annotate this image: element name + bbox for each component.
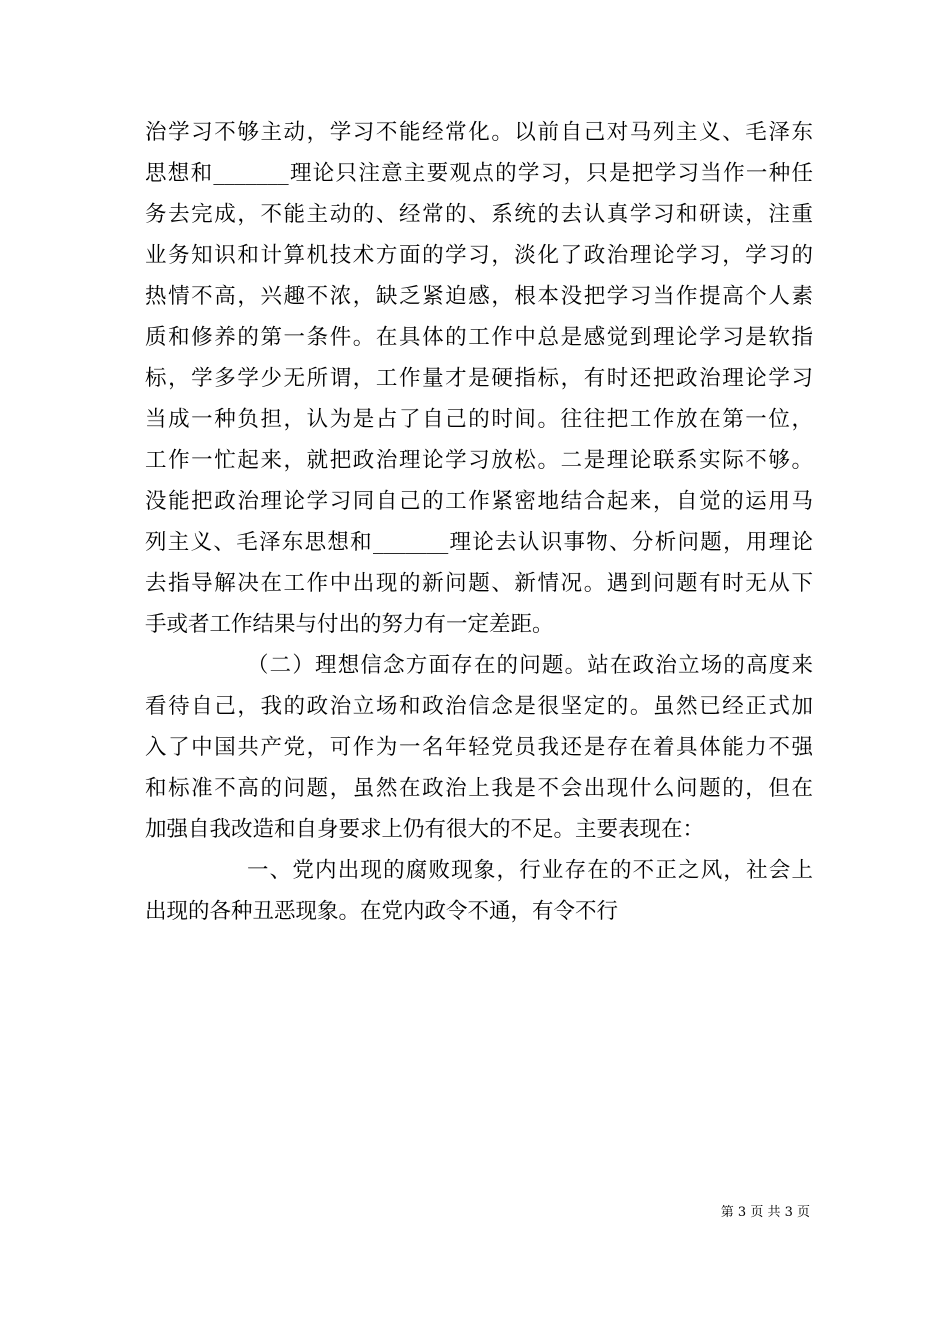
text-line: 入了中国共产党，可作为一名年轻党员我还是存在着具体能力不强	[145, 735, 813, 760]
text-line: 列主义、毛泽东思想和_______理论去认识事物、分析问题，用理论	[145, 530, 813, 555]
text-line: 加强自我改造和自身要求上仍有很大的不足。主要表现在：	[145, 817, 705, 842]
text-line: 思想和_______理论只注意主要观点的学习，只是把学习当作一种任	[145, 161, 813, 186]
text-line: 当成一种负担，认为是占了自己的时间。往往把工作放在第一位，	[145, 407, 813, 432]
text-line: 手或者工作结果与付出的努力有一定差距。	[145, 612, 554, 637]
text-line: 标，学多学少无所谓，工作量才是硬指标，有时还把政治理论学习	[145, 366, 813, 391]
text-line: 去指导解决在工作中出现的新问题、新情况。遇到问题有时无从下	[145, 571, 813, 596]
section-heading-line: （二）理想信念方面存在的问题。站在政治立场的高度来	[247, 653, 813, 678]
list-item-line: 一、党内出现的腐败现象，行业存在的不正之风，社会上	[247, 858, 813, 883]
text-line: 出现的各种丑恶现象。在党内政令不通，有令不行	[145, 899, 619, 924]
text-line: 业务知识和计算机技术方面的学习，淡化了政治理论学习，学习的	[145, 243, 813, 268]
text-line: 热情不高，兴趣不浓，缺乏紧迫感，根本没把学习当作提高个人素	[145, 284, 813, 309]
text-line: 治学习不够主动，学习不能经常化。以前自己对马列主义、毛泽东	[145, 120, 813, 145]
text-line: 质和修养的第一条件。在具体的工作中总是感觉到理论学习是软指	[145, 325, 813, 350]
text-line: 工作一忙起来，就把政治理论学习放松。二是理论联系实际不够。	[145, 448, 813, 473]
document-body	[145, 112, 813, 932]
text-line: 务去完成，不能主动的、经常的、系统的去认真学习和研读，注重	[145, 202, 813, 227]
text-line: 看待自己，我的政治立场和政治信念是很坚定的。虽然已经正式加	[145, 694, 813, 719]
page-number-footer: 第 3 页 共 3 页	[720, 1205, 810, 1220]
text-line: 没能把政治理论学习同自己的工作紧密地结合起来，自觉的运用马	[145, 489, 813, 514]
text-line: 和标准不高的问题，虽然在政治上我是不会出现什么问题的，但在	[145, 776, 813, 801]
